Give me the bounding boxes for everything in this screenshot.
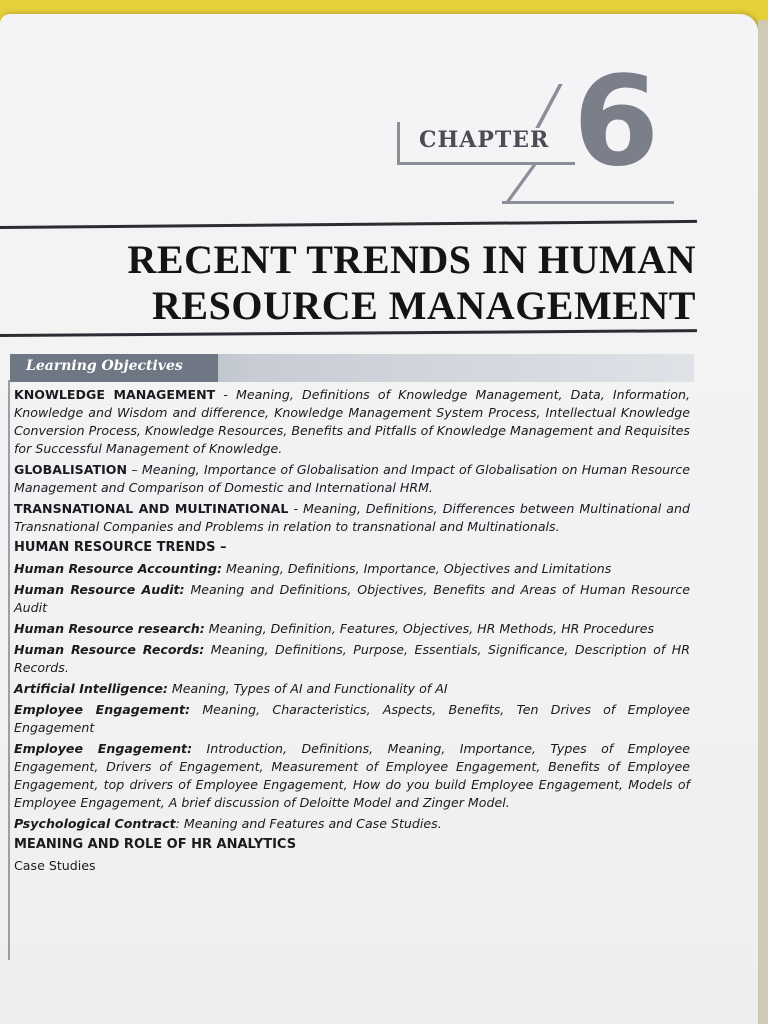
objective-head: Human Resource research: [14, 621, 205, 636]
objective-head: TRANSNATIONAL AND MULTINATIONAL [14, 501, 289, 516]
objective-hr-analytics [14, 836, 690, 854]
chapter-underline-decoration [502, 201, 674, 204]
objective-head: Human Resource Audit: [14, 582, 185, 597]
objective-hr-accounting [14, 560, 690, 578]
objective-head: MEANING AND ROLE OF HR ANALYTICS [14, 837, 297, 852]
page-edge [758, 20, 768, 1024]
objective-case-studies [14, 857, 690, 875]
objective-knowledge-management [14, 386, 690, 458]
objective-text: Meaning, Definition, Features, Objectives, HR Methods, HR Procedures [204, 621, 655, 636]
learning-objectives-heading: Learning Objectives [26, 358, 183, 374]
objective-employee-engagement-2 [14, 740, 690, 812]
objective-head: GLOBALISATION [14, 462, 128, 477]
chapter-title-line-2: RESOURCE MANAGEMENT [152, 283, 696, 328]
objective-head: HUMAN RESOURCE TRENDS – [14, 540, 227, 555]
learning-objectives-side-rule [8, 380, 10, 960]
objective-psychological-contract [14, 815, 690, 833]
objective-text: – Meaning, Importance of Globalisation and Impact of Globalisation on Human Resource Management and Comparison of Domestic and International HRM. [14, 462, 690, 495]
objective-head: Psychological Contract [14, 816, 176, 831]
objective-text: Meaning, Types of AI and Functionality of AI [167, 681, 448, 696]
objective-hr-audit [14, 581, 690, 617]
objective-transnational [14, 500, 690, 536]
objective-head: Artificial Intelligence: [14, 681, 168, 696]
objective-head: KNOWLEDGE MANAGEMENT [14, 387, 216, 402]
objective-employee-engagement-1 [14, 701, 690, 737]
objective-text: - Meaning, Definitions, Differences between Multinational and Transnational Companies and Problems in relation to transnational and Multinationals. [14, 501, 690, 534]
objective-text: - Meaning, Definitions of Knowledge Management, Data, Information, Knowledge and Wisdom and difference, Knowledge Management System Process, Intellectual Knowledge Conversion Process, Knowledge Resources, Benefits and Pitfalls of Knowledge Management and Requisites for Successful Management of Knowledge. [14, 387, 690, 456]
objective-hr-trends [14, 539, 690, 557]
objective-hr-records [14, 641, 690, 677]
objective-artificial-intelligence [14, 680, 690, 698]
learning-objectives-list [14, 386, 690, 878]
objective-head: Employee Engagement: [14, 741, 193, 756]
objective-text: Meaning and Definitions, Objectives, Benefits and Areas of Human Resource Audit [14, 582, 690, 615]
chapter-title-line-1: RECENT TRENDS IN HUMAN [127, 237, 696, 282]
objective-head: Employee Engagement: [14, 702, 191, 717]
objective-text: Meaning, Definitions, Importance, Objectives and Limitations [222, 561, 612, 576]
objective-head: Human Resource Records: [14, 642, 205, 657]
objective-text: Meaning, Characteristics, Aspects, Benefits, Ten Drives of Employee Engagement [14, 702, 690, 735]
chapter-number: 6 [573, 50, 660, 194]
objective-text: : Meaning and Features and Case Studies. [175, 816, 442, 831]
objective-text: Case Studies [14, 858, 96, 873]
objective-text: Meaning, Definitions, Purpose, Essentials, Significance, Description of HR Records. [14, 642, 690, 675]
objective-head: Human Resource Accounting: [14, 561, 223, 576]
objective-hr-research [14, 620, 690, 638]
objective-globalisation [14, 461, 690, 497]
chapter-label: CHAPTER [419, 127, 550, 153]
objective-text: Introduction, Definitions, Meaning, Importance, Types of Employee Engagement, Drivers of Engagement, Measurement of Employee Engagement, Benefits of Employee Engagement, top drivers of Employee Engagement, How do you build Employee Engagement, Models of Employee Engagement, A brief discussion of Deloitte Model and Zinger Model. [14, 741, 690, 810]
